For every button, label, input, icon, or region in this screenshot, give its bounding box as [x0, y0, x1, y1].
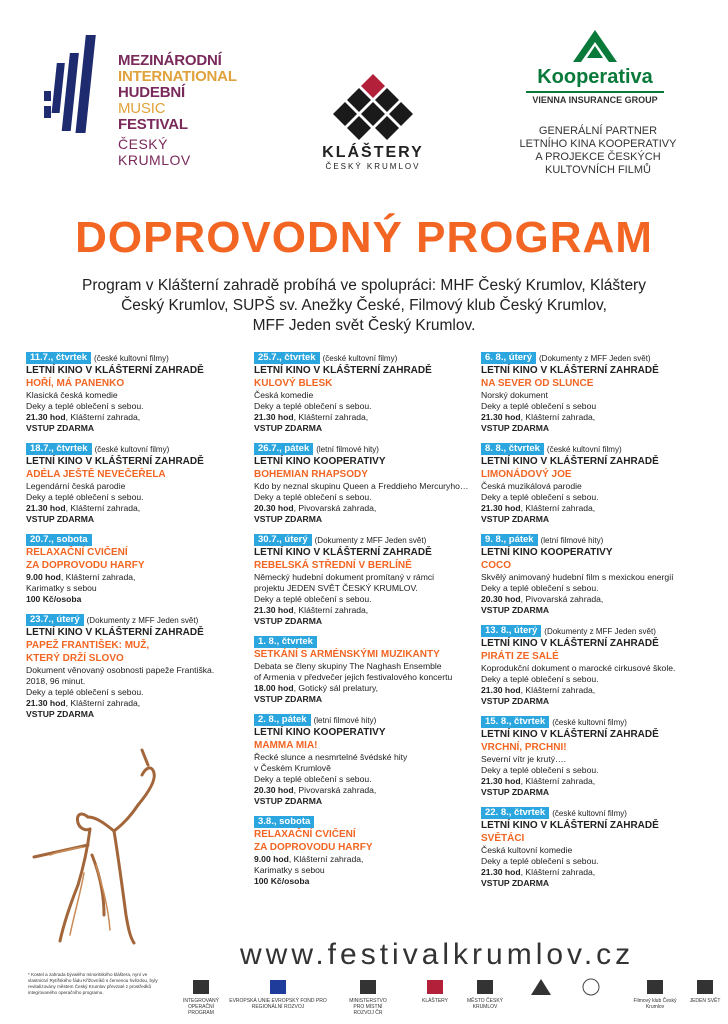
sponsor-label: KLÁŠTERY [421, 998, 449, 1004]
venue-label: LETNÍ KINO V KLÁŠTERNÍ ZAHRADĚ [481, 729, 659, 740]
event-time-place [254, 785, 476, 796]
event-description: Deky a teplé oblečení s sebou. [481, 856, 599, 866]
event-description: Řecké slunce a nesmrtelné švédské hity [254, 752, 408, 762]
event-entry: VSTUP ZDARMA [481, 787, 550, 797]
event-time: 21.30 hod [26, 698, 66, 708]
program-column-3 [481, 352, 703, 898]
program-event [254, 352, 476, 434]
sponsor-logo [228, 978, 328, 1010]
logo-line: MEZINÁRODNÍ [118, 52, 222, 69]
program-event [481, 625, 703, 707]
event-description: Norský dokument [481, 390, 548, 400]
kooperativa-name: Kooperativa [537, 66, 653, 88]
sponsor-logo [178, 978, 224, 1016]
date-badge: 11.7., čtvrtek [26, 352, 91, 364]
category-note: (letní filmové hity) [316, 444, 379, 454]
event-header [26, 443, 246, 455]
event-description: Deky a teplé oblečení s sebou. [254, 594, 372, 604]
date-badge: 25.7., čtvrtek [254, 352, 320, 364]
event-place: , Klášterní zahrada, [520, 412, 596, 422]
website-url[interactable]: www.festivalkrumlov.cz [240, 938, 635, 971]
event-time-place [254, 503, 476, 514]
event-title: ZA DOPROVODU HARFY [26, 560, 145, 571]
event-title: RELAXAČNÍ CVIČENÍ [254, 829, 356, 840]
date-badge: 20.7., sobota [26, 534, 92, 546]
event-description: Klasická česká komedie [26, 390, 118, 400]
sponsor-label: Filmový klub Český Krumlov [633, 998, 677, 1010]
event-place: , Klášterní zahrada, [520, 503, 596, 513]
event-title: LIMONÁDOVÝ JOE [481, 469, 572, 480]
category-note: (české kultovní filmy) [322, 353, 398, 363]
date-badge: 6. 8., úterý [481, 352, 536, 364]
program-event [26, 614, 246, 720]
sponsor-logo [412, 978, 458, 1004]
event-header [481, 807, 703, 819]
event-time: 20.30 hod [254, 503, 294, 513]
category-note: (české kultovní filmy) [94, 444, 170, 454]
seal-icon [580, 978, 602, 996]
eu-flag-icon [267, 978, 289, 996]
event-header [26, 534, 246, 546]
event-entry: VSTUP ZDARMA [254, 423, 323, 433]
category-note: (české kultovní filmy) [552, 808, 627, 818]
iop-bars-icon [190, 978, 212, 996]
event-description: of Armenia v předvečer jejich festivalového koncertu [254, 672, 453, 682]
category-note: (české kultovní filmy) [94, 353, 169, 363]
event-title: SVĚTÁCI [481, 833, 525, 844]
festival-bars-icon [42, 33, 114, 138]
event-description: Česká muzikálová parodie [481, 481, 582, 491]
event-time: 18.00 hod [254, 683, 294, 693]
footer [0, 970, 728, 1024]
event-description: Severní vítr je krutý…. [481, 754, 567, 764]
sponsor-label: JEDEN SVĚT [689, 998, 721, 1004]
footnote: * Kostel a zahrada bývalého minoritského kláštera, nyní ve vlastnictví Rytířského řádu Křižovníků s červenou hvězdou, byly revitalizovány městem Český Krumlov převzaté z prostředků integrovaného operačního programu. [28, 972, 158, 995]
date-badge: 30.7., úterý [254, 534, 312, 546]
event-description: Kdo by neznal skupinu Queen a Freddieho Mercuryho… [254, 481, 469, 491]
program-event [254, 636, 476, 705]
intro-line: Program v Klášterní zahradě probíhá ve spolupráci: MHF Český Krumlov, Kláštery [82, 277, 646, 294]
event-time-place [26, 503, 246, 514]
event-place: , Klášterní zahrada, [65, 412, 141, 422]
program-column-2 [254, 352, 476, 896]
program-event [481, 716, 703, 798]
event-header [254, 816, 476, 828]
event-time: 21.30 hod [254, 605, 294, 615]
event-description: Legendární česká parodie [26, 481, 126, 491]
event-time: 21.30 hod [481, 776, 521, 786]
event-place: , Pivovarská zahrada, [293, 503, 377, 513]
event-entry: VSTUP ZDARMA [26, 423, 95, 433]
date-badge: 13. 8., úterý [481, 625, 541, 637]
venue-label: LETNÍ KINO V KLÁŠTERNÍ ZAHRADĚ [481, 365, 659, 376]
event-description: v Českém Krumlově [254, 763, 331, 773]
event-time-place [254, 854, 476, 865]
program-event [254, 714, 476, 807]
event-title: ZA DOPROVODU HARFY [254, 842, 373, 853]
event-title: KULOVÝ BLESK [254, 378, 333, 389]
sponsor-label: INTEGROVANÝ OPERAČNÍ PROGRAM [182, 998, 220, 1016]
event-title: VRCHNÍ, PRCHNI! [481, 742, 567, 753]
event-entry: VSTUP ZDARMA [254, 616, 323, 626]
venue-label: LETNÍ KINO KOOPERATIVY [254, 456, 386, 467]
event-time-place [254, 412, 476, 423]
category-note: (Dokumenty z MFF Jeden svět) [86, 615, 199, 625]
venue-label: LETNÍ KINO V KLÁŠTERNÍ ZAHRADĚ [254, 547, 432, 558]
venue-label: LETNÍ KINO V KLÁŠTERNÍ ZAHRADĚ [481, 820, 659, 831]
kooperativa-sub: VIENNA INSURANCE GROUP [532, 95, 658, 105]
klastery-logo [318, 72, 428, 171]
event-entry: VSTUP ZDARMA [26, 514, 95, 524]
event-time: 20.30 hod [254, 785, 294, 795]
partner-line: KULTOVNÍCH FILMŮ [545, 164, 651, 176]
venue-label: LETNÍ KINO V KLÁŠTERNÍ ZAHRADĚ [26, 365, 204, 376]
event-description: 2018, 96 minut. [26, 676, 86, 686]
klastery-small-icon [424, 978, 446, 996]
partner-text [500, 125, 696, 177]
sponsor-logo [568, 978, 614, 998]
event-entry: VSTUP ZDARMA [254, 796, 323, 806]
date-badge: 23.7., úterý [26, 614, 84, 626]
event-title: HOŘÍ, MÁ PANENKO [26, 378, 125, 389]
klastery-sub: ČESKÝ KRUMLOV [325, 162, 421, 171]
date-badge: 22. 8., čtvrtek [481, 807, 549, 819]
event-place: , Klášterní zahrada, [520, 867, 596, 877]
program-event [254, 534, 476, 627]
category-note: (Dokumenty z MFF Jeden svět) [539, 353, 651, 363]
logo-line: FESTIVAL [118, 116, 188, 133]
event-header [254, 636, 476, 648]
event-header [481, 625, 703, 637]
event-title: MAMMA MIA! [254, 740, 318, 751]
event-description: Deky a teplé oblečení s sebou. [481, 583, 599, 593]
event-time-place [481, 776, 703, 787]
category-note: (české kultovní filmy) [552, 717, 627, 727]
venue-label: LETNÍ KINO KOOPERATIVY [481, 547, 613, 558]
sponsor-label: MINISTERSTVO PRO MÍSTNÍ ROZVOJ ČR [349, 998, 387, 1016]
program-column-1 [26, 352, 246, 729]
logo-line: ČESKÝ KRUMLOV [118, 136, 191, 168]
event-description: Deky a teplé oblečení s sebou. [254, 401, 372, 411]
jeden-svet-icon [694, 978, 716, 996]
festival-logo-text [118, 53, 237, 168]
venue-label: LETNÍ KINO V KLÁŠTERNÍ ZAHRADĚ [481, 638, 659, 649]
event-place: , Pivovarská zahrada, [293, 785, 377, 795]
event-time-place [254, 683, 476, 694]
event-place: , Klášterní zahrada, [293, 605, 369, 615]
event-place: , Gotický sál prelatury, [293, 683, 379, 693]
date-badge: 2. 8., pátek [254, 714, 311, 726]
event-place: , Klášterní zahrada, [520, 776, 596, 786]
date-badge: 1. 8., čtvrtek [254, 636, 317, 648]
program-event [481, 534, 703, 616]
event-header [481, 352, 703, 364]
event-place: , Klášterní zahrada, [65, 503, 141, 513]
event-entry: 100 Kč/osoba [254, 876, 310, 886]
event-entry: VSTUP ZDARMA [481, 605, 550, 615]
event-time: 21.30 hod [26, 412, 66, 422]
event-title: RELAXAČNÍ CVIČENÍ [26, 547, 128, 558]
event-time: 21.30 hod [26, 503, 66, 513]
intro-line: MFF Jeden svět Český Krumlov. [252, 317, 476, 334]
event-description: Deky a teplé oblečení s sebou. [254, 774, 372, 784]
event-title: KTERÝ DRŽÍ SLOVO [26, 653, 124, 664]
event-title: REBELSKÁ STŘEDNÍ V BERLÍNĚ [254, 560, 412, 571]
event-header [481, 534, 703, 546]
event-description: Deky a teplé oblečení s sebou. [481, 765, 599, 775]
venue-label: LETNÍ KINO V KLÁŠTERNÍ ZAHRADĚ [26, 456, 204, 467]
partner-line: A PROJEKCE ČESKÝCH [535, 151, 661, 163]
program-event [254, 816, 476, 887]
event-description: Česká kultovní komedie [481, 845, 573, 855]
event-entry: VSTUP ZDARMA [481, 514, 550, 524]
event-time-place [26, 412, 246, 423]
event-description: Deky a teplé oblečení s sebou. [26, 492, 144, 502]
event-header [481, 443, 703, 455]
event-entry: VSTUP ZDARMA [481, 878, 550, 888]
event-description: Deky a teplé oblečení s sebou [481, 401, 597, 411]
event-description: Deky a teplé oblečení s sebou. [254, 492, 372, 502]
event-time-place [481, 503, 703, 514]
event-description: Deky a teplé oblečení s sebou. [481, 674, 599, 684]
event-time-place [481, 412, 703, 423]
event-time: 21.30 hod [254, 412, 294, 422]
event-place: , Pivovarská zahrada, [520, 594, 604, 604]
event-time: 20.30 hod [481, 594, 521, 604]
event-place: , Klášterní zahrada, [60, 572, 136, 582]
event-entry: VSTUP ZDARMA [481, 696, 550, 706]
event-title: SETKÁNÍ S ARMÉNSKÝMI MUZIKANTY [254, 649, 440, 660]
category-note: (české kultovní filmy) [546, 444, 622, 454]
event-entry: VSTUP ZDARMA [481, 423, 550, 433]
date-badge: 15. 8., čtvrtek [481, 716, 549, 728]
event-header [254, 714, 476, 726]
program-event [481, 443, 703, 525]
kooperativa-divider [526, 91, 664, 93]
event-time: 21.30 hod [481, 412, 521, 422]
venue-label: LETNÍ KINO KOOPERATIVY [254, 727, 386, 738]
event-description: projektu JEDEN SVĚT ČESKÝ KRUMLOV. [254, 583, 418, 593]
logo-line: MUSIC [118, 100, 166, 117]
triangle-logo-icon [530, 978, 552, 996]
event-header [26, 352, 246, 364]
program-event [26, 534, 246, 605]
conductor-illustration [30, 745, 180, 945]
event-time: 21.30 hod [481, 685, 521, 695]
event-place: , Klášterní zahrada, [520, 685, 596, 695]
event-time: 9.00 hod [26, 572, 61, 582]
date-badge: 18.7., čtvrtek [26, 443, 92, 455]
event-entry: 100 Kč/osoba [26, 594, 82, 604]
event-place: , Klášterní zahrada, [65, 698, 141, 708]
date-badge: 9. 8., pátek [481, 534, 538, 546]
event-description: Česká komedie [254, 390, 314, 400]
category-note: (Dokumenty z MFF Jeden svět) [544, 626, 656, 636]
sponsor-label: EVROPSKÁ UNIE EVROPSKÝ FOND PRO REGIONÁLNÍ ROZVOJ [229, 998, 327, 1010]
category-note: (Dokumenty z MFF Jeden svět) [314, 535, 427, 545]
category-note: (letní filmové hity) [313, 715, 377, 725]
event-time-place [481, 594, 703, 605]
town-icon [474, 978, 496, 996]
page-title: DOPROVODNÝ PROGRAM [75, 213, 653, 262]
sponsor-logo [462, 978, 508, 1010]
event-header [254, 443, 476, 455]
event-title: COCO [481, 560, 511, 571]
event-description: Deky a teplé oblečení s sebou. [26, 401, 144, 411]
sponsor-logo [518, 978, 564, 998]
program-event [26, 443, 246, 525]
event-extra: Karimatky s sebou [26, 583, 97, 593]
event-description: Debata se členy skupiny The Naghash Ensemble [254, 661, 442, 671]
event-time-place [254, 605, 476, 616]
event-header [481, 716, 703, 728]
date-badge: 8. 8., čtvrtek [481, 443, 544, 455]
kooperativa-logo [520, 30, 670, 105]
event-time-place [481, 867, 703, 878]
event-time-place [481, 685, 703, 696]
sponsor-logo [345, 978, 391, 1016]
event-extra: Karimatky s sebou [254, 865, 325, 875]
mmr-icon [357, 978, 379, 996]
klastery-emblem-icon [333, 72, 413, 140]
event-time-place [26, 698, 246, 709]
date-badge: 26.7., pátek [254, 443, 313, 455]
program-event [254, 443, 476, 525]
sponsor-logo [682, 978, 728, 1004]
venue-label: LETNÍ KINO V KLÁŠTERNÍ ZAHRADĚ [254, 365, 432, 376]
event-description: Deky a teplé oblečení s sebou. [481, 492, 599, 502]
kooperativa-emblem-icon [573, 30, 617, 62]
logo-line: INTERNATIONAL [118, 68, 237, 85]
event-header [254, 352, 476, 364]
partner-line: GENERÁLNÍ PARTNER [538, 125, 658, 137]
event-place: , Klášterní zahrada, [293, 412, 369, 422]
event-title: PIRÁTI ZE SALÉ [481, 651, 559, 662]
event-place: , Klášterní zahrada, [288, 854, 364, 864]
venue-label: LETNÍ KINO V KLÁŠTERNÍ ZAHRADĚ [481, 456, 659, 467]
event-title: PAPEŽ FRANTIŠEK: MUŽ, [26, 640, 150, 651]
sponsor-label: MĚSTO ČESKÝ KRUMLOV [466, 998, 504, 1010]
event-header [254, 534, 476, 546]
event-title: BOHEMIAN RHAPSODY [254, 469, 368, 480]
intro-text [30, 276, 698, 336]
event-title: NA SEVER OD SLUNCE [481, 378, 594, 389]
sponsor-logo [632, 978, 678, 1010]
klastery-name: KLÁŠTERY [322, 144, 424, 161]
film-club-icon [644, 978, 666, 996]
event-entry: VSTUP ZDARMA [254, 514, 323, 524]
program-event [481, 352, 703, 434]
event-description: Koprodukční dokument o marocké cirkusové škole. [481, 663, 676, 673]
venue-label: LETNÍ KINO V KLÁŠTERNÍ ZAHRADĚ [26, 627, 204, 638]
program-event [26, 352, 246, 434]
event-entry: VSTUP ZDARMA [26, 709, 95, 719]
event-time-place [26, 572, 246, 583]
event-description: Dokument věnovaný osobnosti papeže Františka. [26, 665, 215, 675]
event-description: Německý hudební dokument promítaný v rámci [254, 572, 435, 582]
event-description: Deky a teplé oblečení s sebou. [26, 687, 144, 697]
intro-line: Český Krumlov, SUPŠ sv. Anežky České, Filmový klub Český Krumlov, [121, 297, 607, 314]
event-description: Skvělý animovaný hudební film s mexickou energií [481, 572, 674, 582]
event-title: ADÉLA JEŠTĚ NEVEČEŘELA [26, 469, 166, 480]
category-note: (letní filmové hity) [540, 535, 604, 545]
program-event [481, 807, 703, 889]
event-entry: VSTUP ZDARMA [254, 694, 323, 704]
date-badge: 3.8., sobota [254, 816, 314, 828]
event-time: 21.30 hod [481, 867, 521, 877]
event-time: 9.00 hod [254, 854, 289, 864]
partner-line: LETNÍHO KINA KOOPERATIVY [519, 138, 677, 150]
festival-logo [42, 33, 237, 183]
event-time: 21.30 hod [481, 503, 521, 513]
event-header [26, 614, 246, 626]
logo-line: HUDEBNÍ [118, 84, 185, 101]
